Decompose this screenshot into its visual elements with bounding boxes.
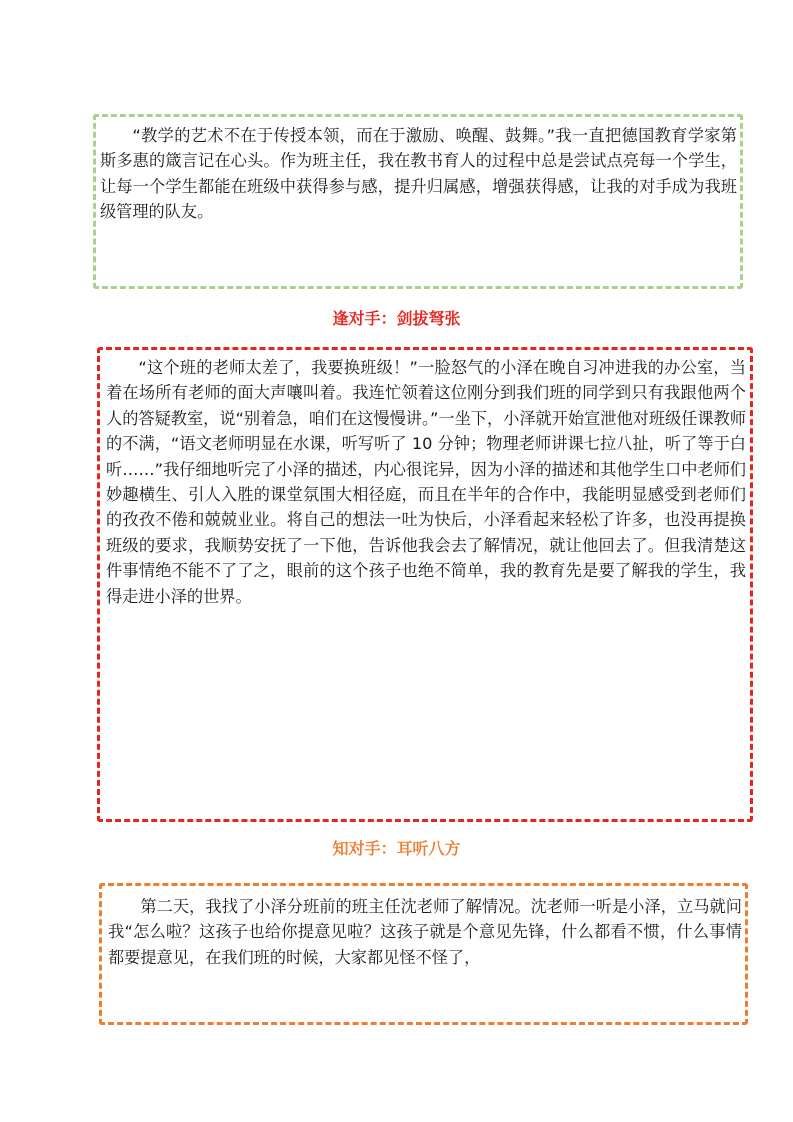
- encounter-paragraph: “这个班的老师太差了，我要换班级！”一脸怒气的小泽在晚自习冲进我的办公室，当着在场所有老师的面大声嚷叫着。我连忙领着这位刚分到我们班的同学到只有我跟他两个人的答疑教室，说“别着急，咱们在这慢慢讲。”一坐下，小泽就开始宣泄他对班级任课教师的不满，“语文老师明显在水课，听写听了 10 分钟；物理老师讲课七拉八扯，听了等于白听……”我仔细地听完了小泽的描述，内心很诧异，因为小泽的描述和其他学生口中老师们妙趣横生、引人入胜的课堂氛围大相径庭，而且在半年的合作中，我能明显感受到老师们的孜孜不倦和兢兢业业。将自己的想法一吐为快后，小泽看起来轻松了许多，也没再提换班级的要求，我顺势安抚了一下他，告诉他我会去了解情况，就让他回去了。但我清楚这件事情绝不能不了了之，眼前的这个孩子也绝不简单，我的教育先是要了解我的学生，我得走进小泽的世界。: [106, 358, 746, 606]
- intro-paragraph: “教学的艺术不在于传授本领，而在于激励、唤醒、鼓舞。”我一直把德国教育学家第斯多惠的箴言记在心头。作为班主任，我在教书育人的过程中总是尝试点亮每一个学生，让每一个学生都能在班级中获得参与感，提升归属感，增强获得感，让我的对手成为我班级管理的队友。: [100, 126, 737, 222]
- encounter-text-box: [97, 347, 753, 822]
- intro-text-box: [93, 114, 743, 289]
- understand-text-box: [99, 883, 748, 1025]
- understand-paragraph: 第二天，我找了小泽分班前的班主任沈老师了解情况。沈老师一听是小泽，立马就问我“怎么啦？这孩子也给你提意见啦？这孩子就是个意见先锋，什么都看不惯，什么事情都要提意见，在我们班的时候，大家都见怪不怪了，: [108, 897, 742, 967]
- section-heading-understand: 知对手：耳听八方: [332, 839, 461, 858]
- section-heading-encounter: 逢对手：剑拔弩张: [332, 309, 461, 328]
